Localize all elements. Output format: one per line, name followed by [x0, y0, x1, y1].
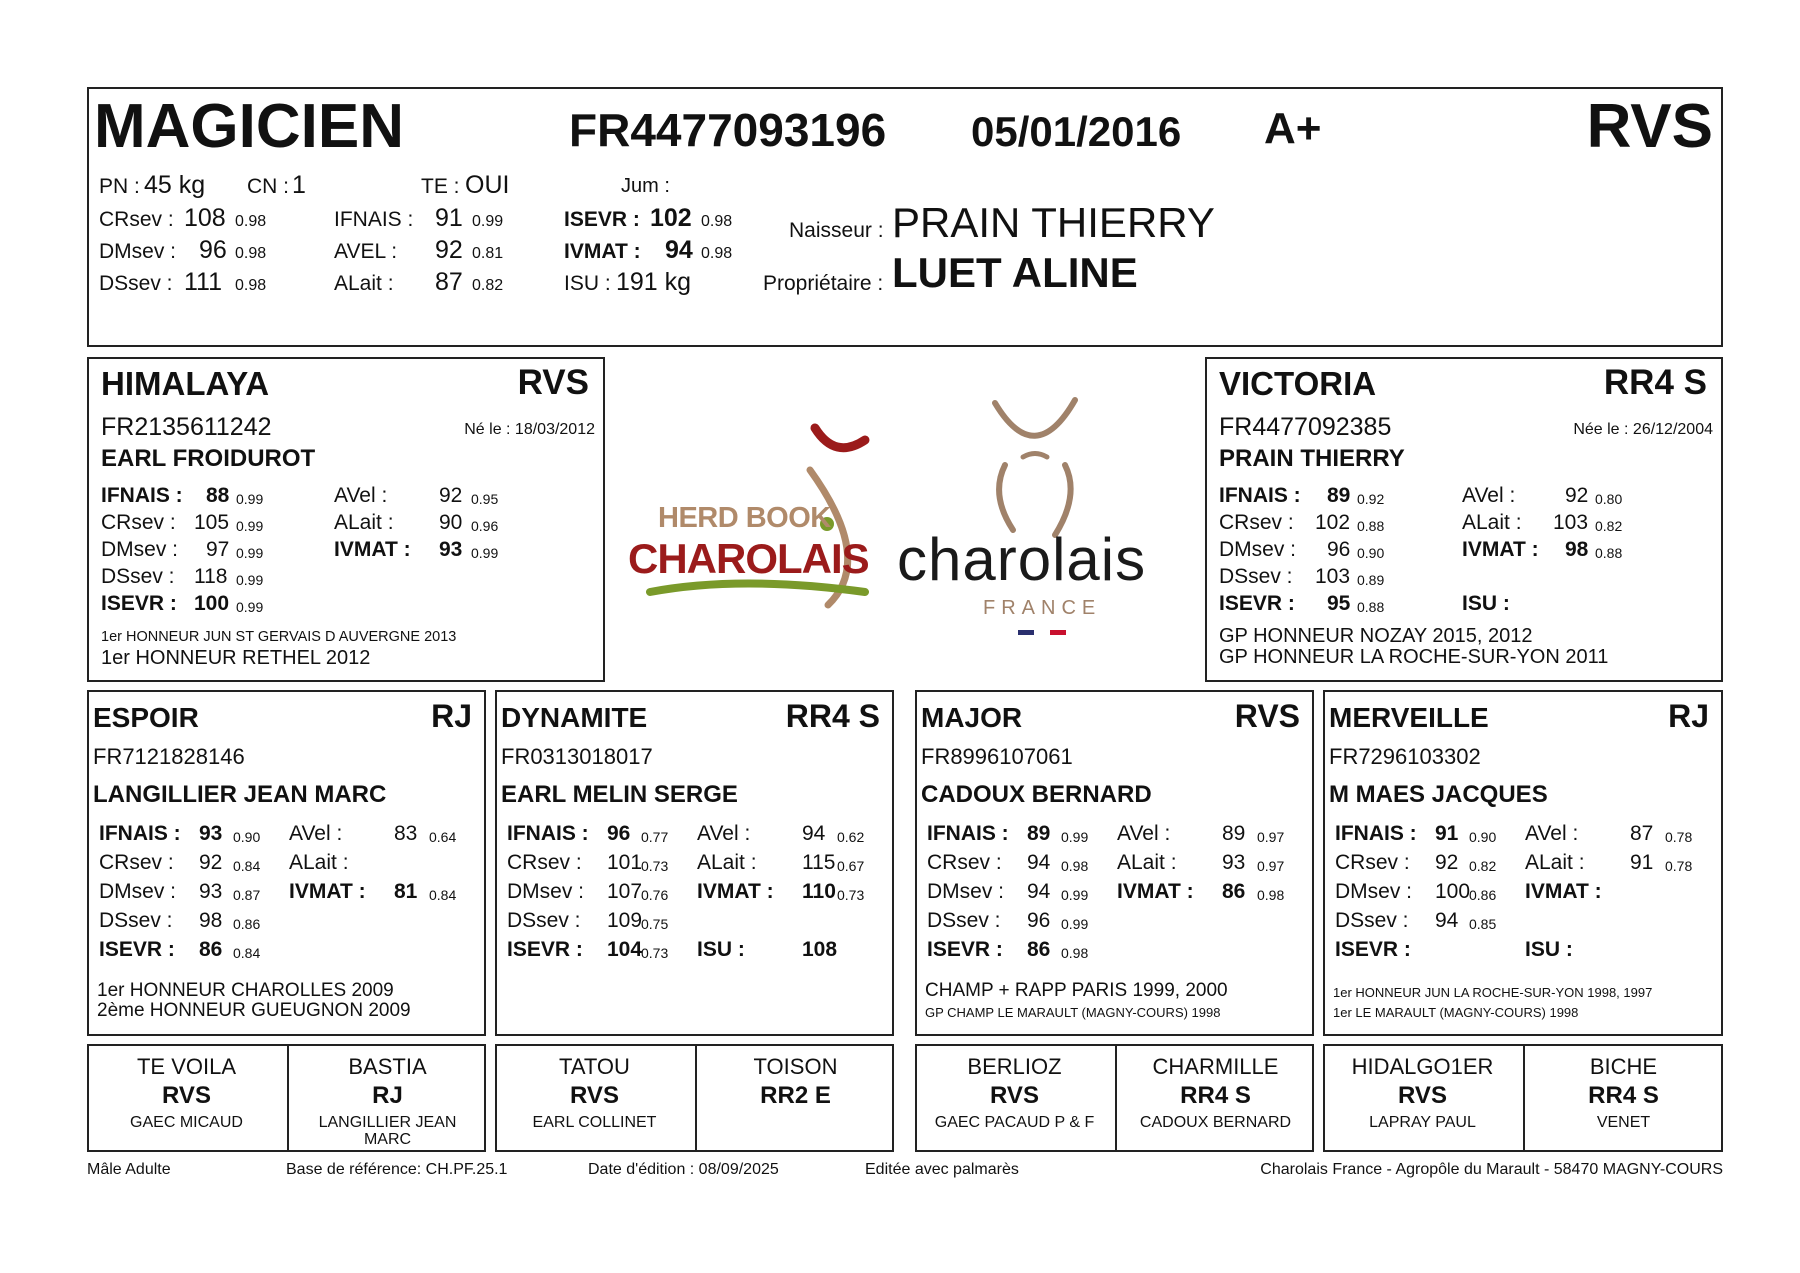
- dam-alait-coef: 0.82: [1595, 518, 1623, 534]
- dam-dmsev-coef: 0.90: [1357, 545, 1385, 561]
- gp-index-value: 93: [199, 822, 223, 845]
- sire-owner: EARL FROIDUROT: [101, 445, 316, 472]
- dam-avel-coef: 0.80: [1595, 491, 1623, 507]
- sire-ifnais-label: IFNAIS :: [101, 484, 183, 507]
- dmsev-value: 96: [199, 236, 227, 264]
- gp-index-coef: 0.84: [233, 945, 261, 961]
- gp-index-value: 96: [607, 822, 631, 845]
- dam-ifnais-coef: 0.92: [1357, 491, 1385, 507]
- ggp-owner: CADOUX BERNARD: [1139, 1114, 1292, 1131]
- ggp-owner: LAPRAY PAUL: [1369, 1114, 1476, 1131]
- charolais-word: charolais: [897, 526, 1147, 593]
- gp-index-label: CRsev :: [507, 851, 582, 874]
- gp-index-coef: 0.90: [233, 829, 261, 845]
- dam-avel-label: AVel :: [1462, 484, 1516, 507]
- sire-rank: RVS: [517, 363, 589, 402]
- avel-label: AVEL :: [334, 240, 398, 263]
- gp-id: FR7296103302: [1329, 744, 1481, 769]
- gp-index-value: 86: [1027, 938, 1051, 961]
- dmsev-coef: 0.98: [235, 245, 267, 262]
- gp-index-label: AVel :: [1117, 822, 1171, 845]
- ifnais-coef: 0.99: [472, 213, 504, 230]
- dam-rank: RR4 S: [1603, 363, 1707, 402]
- dam-alait-value: 103: [1553, 511, 1589, 534]
- gp-award-1: 1er HONNEUR JUN LA ROCHE-SUR-YON 1998, 1997: [1333, 985, 1653, 1000]
- gp-index-coef: 0.99: [1061, 829, 1089, 845]
- ggp-owner: EARL COLLINET: [532, 1114, 657, 1131]
- gp-index-label: AVel :: [289, 822, 343, 845]
- gp-index-value: 96: [1027, 909, 1051, 932]
- naisseur-label: Naisseur :: [789, 219, 884, 242]
- gp-index-coef: 0.97: [1257, 829, 1285, 845]
- gp-index-value: 94: [1027, 880, 1051, 903]
- sire-dmsev-value: 97: [206, 538, 230, 561]
- crsev-coef: 0.98: [235, 213, 267, 230]
- gp-award-2: 2ème HONNEUR GUEUGNON 2009: [97, 1000, 411, 1021]
- dam-name: VICTORIA: [1219, 365, 1377, 402]
- sire-dmsev-coef: 0.99: [236, 545, 264, 561]
- gp-index-label: CRsev :: [1335, 851, 1410, 874]
- gp-index-label: IFNAIS :: [927, 822, 1009, 845]
- ggp-name: BERLIOZ: [967, 1054, 1062, 1079]
- sire-dssev-coef: 0.99: [236, 572, 264, 588]
- gp-index-value: 81: [394, 880, 418, 903]
- gp-index-coef: 0.87: [233, 887, 261, 903]
- dam-owner: PRAIN THIERRY: [1219, 445, 1405, 472]
- gp-index-coef: 0.62: [837, 829, 865, 845]
- isevr-label: ISEVR :: [564, 208, 640, 231]
- gp-index-coef: 0.73: [641, 945, 669, 961]
- jum-label: Jum :: [621, 175, 670, 197]
- ifnais-label: IFNAIS :: [334, 208, 414, 231]
- gp-index-coef: 0.97: [1257, 858, 1285, 874]
- gp-index-value: 91: [1630, 851, 1654, 874]
- gp-index-label: AVel :: [1525, 822, 1579, 845]
- dam-dssev-label: DSsev :: [1219, 565, 1293, 588]
- naisseur-value: PRAIN THIERRY: [892, 199, 1215, 246]
- gp-index-value: 87: [1630, 822, 1654, 845]
- ggp-rank: RR2 E: [760, 1082, 831, 1109]
- main-grade: A+: [1264, 104, 1322, 153]
- dssev-label: DSsev :: [99, 272, 173, 295]
- alait-coef: 0.82: [472, 277, 504, 294]
- gp-index-value: 101: [607, 851, 643, 874]
- gp-rank: RJ: [431, 698, 472, 734]
- isevr-coef: 0.98: [701, 213, 733, 230]
- gp-award-1: CHAMP + RAPP PARIS 1999, 2000: [925, 980, 1228, 1001]
- main-birthdate: 05/01/2016: [971, 108, 1182, 155]
- great-grandparent-cell: [1115, 1046, 1314, 1150]
- ggp-owner: GAEC PACAUD P & F: [934, 1114, 1095, 1131]
- sire-avel-value: 92: [439, 484, 463, 507]
- gp-rank: RJ: [1668, 698, 1709, 734]
- gp-rank: RR4 S: [785, 698, 880, 734]
- sire-born: Né le : 18/03/2012: [464, 421, 595, 438]
- gp-index-label: DMsev :: [507, 880, 585, 903]
- gp-id: FR8996107061: [921, 744, 1073, 769]
- gp-index-coef: 0.73: [641, 858, 669, 874]
- grandparent-box: [87, 690, 486, 1036]
- footer-palmares: Editée avec palmarès: [865, 1161, 1019, 1178]
- ggp-name: TE VOILA: [136, 1054, 237, 1079]
- gp-index-label: ALait :: [697, 851, 757, 874]
- sire-award-1: 1er HONNEUR JUN ST GERVAIS D AUVERGNE 2013: [101, 629, 457, 645]
- great-grandparent-cell: [495, 1054, 694, 1148]
- main-id: FR4477093196: [569, 104, 887, 156]
- alait-label: ALait :: [334, 272, 394, 295]
- charolais-france-logo: [895, 395, 1195, 645]
- gp-index-label: IFNAIS :: [507, 822, 589, 845]
- gp-index-value: 98: [199, 909, 223, 932]
- pn-value: 45 kg: [144, 171, 206, 199]
- dam-ivmat-value: 98: [1565, 538, 1589, 561]
- gp-name: MERVEILLE: [1329, 702, 1489, 733]
- dam-ifnais-value: 89: [1327, 484, 1351, 507]
- gp-index-label: ISEVR :: [927, 938, 1003, 961]
- gp-index-label: ALait :: [1117, 851, 1177, 874]
- great-grandparent-cell: [87, 1054, 286, 1148]
- dam-dssev-value: 103: [1315, 565, 1351, 588]
- gp-index-coef: 0.86: [1469, 887, 1497, 903]
- sire-ivmat-label: IVMAT :: [334, 538, 411, 561]
- gp-index-value: 89: [1027, 822, 1051, 845]
- gp-owner: EARL MELIN SERGE: [501, 781, 738, 808]
- sire-id: FR2135611242: [101, 413, 272, 441]
- grandparent-box: [1323, 690, 1723, 1036]
- main-rank: RVS: [1586, 92, 1713, 161]
- gp-index-value: 93: [199, 880, 223, 903]
- sire-crsev-label: CRsev :: [101, 511, 176, 534]
- gp-id: FR7121828146: [93, 744, 245, 769]
- gp-index-coef: 0.85: [1469, 916, 1497, 932]
- gp-owner: CADOUX BERNARD: [921, 781, 1152, 808]
- ivmat-coef: 0.98: [701, 245, 733, 262]
- gp-index-value: 83: [394, 822, 418, 845]
- dam-ivmat-label: IVMAT :: [1462, 538, 1539, 561]
- dam-isevr-value: 95: [1327, 592, 1351, 615]
- dam-avel-value: 92: [1565, 484, 1589, 507]
- grandparent-box: [495, 690, 894, 1036]
- sire-award-2: 1er HONNEUR RETHEL 2012: [101, 647, 371, 669]
- gp-index-value: 115: [802, 851, 836, 874]
- gp-index-value: 89: [1222, 822, 1246, 845]
- ggp-owner: VENET: [1596, 1114, 1651, 1131]
- dam-dssev-coef: 0.89: [1357, 572, 1385, 588]
- ggp-rank: RVS: [990, 1082, 1039, 1109]
- ifnais-value: 91: [435, 204, 463, 232]
- sire-isevr-value: 100: [194, 592, 230, 615]
- gp-index-label: ISEVR :: [507, 938, 583, 961]
- gp-index-coef: 0.75: [641, 916, 669, 932]
- dam-award-1: GP HONNEUR NOZAY 2015, 2012: [1219, 625, 1533, 647]
- gp-index-coef: 0.84: [233, 858, 261, 874]
- gp-index-value: 100: [1435, 880, 1471, 903]
- gp-index-value: 92: [199, 851, 223, 874]
- gp-index-label: IVMAT :: [289, 880, 366, 903]
- cn-label: CN :: [247, 175, 289, 198]
- gp-index-label: DMsev :: [99, 880, 177, 903]
- te-value: OUI: [465, 171, 510, 199]
- gp-index-coef: 0.99: [1061, 916, 1089, 932]
- gp-index-coef: 0.98: [1061, 945, 1089, 961]
- dam-alait-label: ALait :: [1462, 511, 1522, 534]
- avel-value: 92: [435, 236, 463, 264]
- dam-dmsev-value: 96: [1327, 538, 1351, 561]
- gp-index-label: DSsev :: [507, 909, 581, 932]
- footer-sex: Mâle Adulte: [87, 1161, 171, 1178]
- dmsev-label: DMsev :: [99, 240, 177, 263]
- dam-ifnais-label: IFNAIS :: [1219, 484, 1301, 507]
- gp-index-coef: 0.73: [837, 887, 865, 903]
- gp-name: MAJOR: [921, 702, 1023, 733]
- alait-value: 87: [435, 268, 463, 296]
- gp-index-coef: 0.78: [1665, 858, 1693, 874]
- great-grandparent-cell: [1323, 1054, 1522, 1148]
- gp-index-coef: 0.82: [1469, 858, 1497, 874]
- gp-owner: LANGILLIER JEAN MARC: [93, 781, 387, 808]
- sire-crsev-value: 105: [194, 511, 230, 534]
- ggp-rank: RVS: [1398, 1082, 1447, 1109]
- gp-owner: M MAES JACQUES: [1329, 781, 1548, 808]
- crsev-value: 108: [184, 204, 226, 232]
- gp-index-label: IVMAT :: [1525, 880, 1602, 903]
- gp-index-label: DMsev :: [1335, 880, 1413, 903]
- gp-index-value: 104: [607, 938, 643, 961]
- sire-dssev-value: 118: [194, 565, 228, 588]
- gp-index-label: ISU :: [1525, 938, 1573, 961]
- gp-award-1: 1er HONNEUR CHAROLLES 2009: [97, 980, 394, 1001]
- te-label: TE :: [421, 175, 460, 198]
- dssev-value: 111: [184, 268, 223, 296]
- ggp-rank: RR4 S: [1588, 1082, 1659, 1109]
- cn-value: 1: [292, 171, 306, 199]
- gp-id: FR0313018017: [501, 744, 653, 769]
- gp-index-value: 110: [802, 880, 836, 903]
- gp-name: ESPOIR: [93, 702, 199, 733]
- gp-index-label: ALait :: [289, 851, 349, 874]
- sire-dmsev-label: DMsev :: [101, 538, 179, 561]
- charolais-text: CHAROLAIS: [628, 535, 869, 582]
- gp-index-coef: 0.76: [641, 887, 669, 903]
- sire-avel-label: AVel :: [334, 484, 388, 507]
- great-grandparent-cell: [287, 1046, 486, 1150]
- gp-index-value: 86: [199, 938, 223, 961]
- gp-index-value: 92: [1435, 851, 1459, 874]
- gp-index-label: ISU :: [697, 938, 745, 961]
- ggp-name: BASTIA: [348, 1054, 427, 1079]
- dam-born: Née le : 26/12/2004: [1573, 421, 1713, 438]
- gp-name: DYNAMITE: [501, 702, 648, 733]
- sire-isevr-label: ISEVR :: [101, 592, 177, 615]
- gp-index-coef: 0.99: [1061, 887, 1089, 903]
- dssev-coef: 0.98: [235, 277, 267, 294]
- sire-alait-coef: 0.96: [471, 518, 499, 534]
- dam-crsev-label: CRsev :: [1219, 511, 1294, 534]
- gp-index-label: AVel :: [697, 822, 751, 845]
- sire-dssev-label: DSsev :: [101, 565, 175, 588]
- footer-base: Base de référence: CH.PF.25.1: [286, 1161, 508, 1178]
- gp-index-label: ISEVR :: [1335, 938, 1411, 961]
- ggp-rank: RR4 S: [1180, 1082, 1251, 1109]
- isevr-value: 102: [650, 204, 692, 232]
- ggp-rank: RVS: [162, 1082, 211, 1109]
- dam-crsev-coef: 0.88: [1357, 518, 1385, 534]
- dam-award-2: GP HONNEUR LA ROCHE-SUR-YON 2011: [1219, 646, 1609, 668]
- gp-index-label: DSsev :: [1335, 909, 1409, 932]
- isu-value: 191 kg: [616, 268, 692, 296]
- gp-index-coef: 0.90: [1469, 829, 1497, 845]
- gp-index-label: IVMAT :: [1117, 880, 1194, 903]
- sire-ifnais-coef: 0.99: [236, 491, 264, 507]
- gp-award-2: 1er LE MARAULT (MAGNY-COURS) 1998: [1333, 1005, 1579, 1020]
- sire-ifnais-value: 88: [206, 484, 230, 507]
- dam-isevr-coef: 0.88: [1357, 599, 1385, 615]
- crsev-label: CRsev :: [99, 208, 174, 231]
- gp-index-value: 108: [802, 938, 838, 961]
- sire-ivmat-coef: 0.99: [471, 545, 499, 561]
- isu-label: ISU :: [564, 272, 611, 295]
- gp-index-value: 86: [1222, 880, 1246, 903]
- gp-index-label: DMsev :: [927, 880, 1005, 903]
- ggp-name: HIDALGO1ER: [1351, 1054, 1494, 1079]
- dam-ivmat-coef: 0.88: [1595, 545, 1623, 561]
- proprietaire-value: LUET ALINE: [892, 249, 1138, 296]
- sire-avel-coef: 0.95: [471, 491, 499, 507]
- sire-alait-label: ALait :: [334, 511, 394, 534]
- gp-award-2: GP CHAMP LE MARAULT (MAGNY-COURS) 1998: [925, 1005, 1221, 1020]
- dam-isevr-label: ISEVR :: [1219, 592, 1295, 615]
- dam-box: [1205, 357, 1723, 682]
- ivmat-label: IVMAT :: [564, 240, 641, 263]
- gp-index-label: IFNAIS :: [1335, 822, 1417, 845]
- gp-index-value: 109: [607, 909, 643, 932]
- gp-index-value: 94: [802, 822, 826, 845]
- gp-index-coef: 0.86: [233, 916, 261, 932]
- gp-index-label: DSsev :: [99, 909, 173, 932]
- sire-ivmat-value: 93: [439, 538, 463, 561]
- great-grandparent-cell: [1523, 1046, 1722, 1150]
- avel-coef: 0.81: [472, 245, 504, 262]
- proprietaire-label: Propriétaire :: [763, 272, 884, 295]
- main-name: MAGICIEN: [94, 92, 404, 161]
- ggp-name: CHARMILLE: [1152, 1054, 1279, 1079]
- gp-rank: RVS: [1234, 698, 1300, 734]
- gp-index-value: 107: [607, 880, 643, 903]
- gp-index-label: CRsev :: [99, 851, 174, 874]
- pn-label: PN :: [99, 175, 140, 198]
- ggp-rank: RJ: [372, 1082, 403, 1109]
- ggp-name: TATOU: [559, 1054, 630, 1079]
- france-word: FRANCE: [983, 597, 1102, 619]
- sire-alait-value: 90: [439, 511, 463, 534]
- ivmat-value: 94: [665, 236, 693, 264]
- gp-index-coef: 0.78: [1665, 829, 1693, 845]
- gp-index-value: 93: [1222, 851, 1246, 874]
- sire-name: HIMALAYA: [101, 365, 270, 402]
- herd-book-text: HERD BOOK: [658, 502, 831, 534]
- ggp-name: BICHE: [1589, 1054, 1658, 1079]
- gp-index-value: 91: [1435, 822, 1459, 845]
- great-grandparent-cell: [695, 1046, 894, 1150]
- dam-dmsev-label: DMsev :: [1219, 538, 1297, 561]
- sire-isevr-coef: 0.99: [236, 599, 264, 615]
- dam-isu-label: ISU :: [1462, 592, 1510, 615]
- gp-index-label: IFNAIS :: [99, 822, 181, 845]
- gp-index-coef: 0.64: [429, 829, 457, 845]
- gp-index-coef: 0.67: [837, 858, 865, 874]
- dam-crsev-value: 102: [1315, 511, 1351, 534]
- gp-index-coef: 0.84: [429, 887, 457, 903]
- ggp-rank: RVS: [570, 1082, 619, 1109]
- ggp-owner: LANGILLIER JEAN MARC: [318, 1114, 457, 1148]
- gp-index-value: 94: [1435, 909, 1459, 932]
- gp-index-coef: 0.98: [1257, 887, 1285, 903]
- gp-index-value: 94: [1027, 851, 1051, 874]
- main-animal-box: [87, 87, 1723, 347]
- grandparent-box: [915, 690, 1314, 1036]
- gp-index-coef: 0.98: [1061, 858, 1089, 874]
- great-grandparent-cell: [915, 1054, 1114, 1148]
- gp-index-label: ALait :: [1525, 851, 1585, 874]
- footer-edition: Date d'édition : 08/09/2025: [588, 1161, 779, 1178]
- gp-index-coef: 0.77: [641, 829, 669, 845]
- footer-address: Charolais France - Agropôle du Marault - 58470 MAGNY-COURS: [1260, 1161, 1723, 1178]
- gp-index-label: DSsev :: [927, 909, 1001, 932]
- gp-index-label: IVMAT :: [697, 880, 774, 903]
- ggp-name: TOISON: [753, 1054, 838, 1079]
- gp-index-label: ISEVR :: [99, 938, 175, 961]
- ggp-owner: GAEC MICAUD: [130, 1114, 243, 1131]
- dam-id: FR4477092385: [1219, 413, 1392, 441]
- herd-book-logo: [620, 420, 900, 610]
- sire-box: [87, 357, 605, 682]
- sire-crsev-coef: 0.99: [236, 518, 264, 534]
- gp-index-label: CRsev :: [927, 851, 1002, 874]
